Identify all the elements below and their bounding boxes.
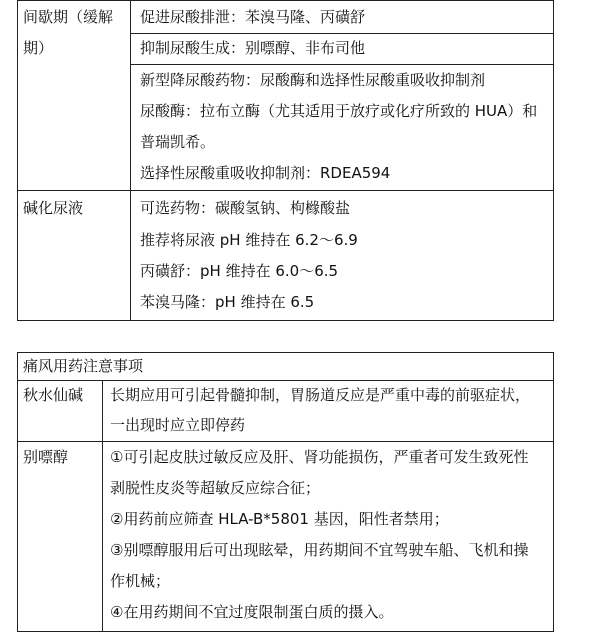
- table-border: [17, 320, 554, 321]
- cell-text: 一出现时应立即停药: [110, 416, 246, 434]
- cell-text: 推荐将尿液 pH 维持在 6.2～6.9: [140, 231, 358, 249]
- table-border: [553, 352, 554, 632]
- row-divider: [17, 380, 554, 381]
- cell-text: 新型降尿酸药物：尿酸酶和选择性尿酸重吸收抑制剂: [140, 71, 486, 89]
- row-divider: [17, 441, 554, 442]
- row-label: 碱化尿液: [23, 199, 84, 217]
- cell-text: 作机械；: [110, 572, 171, 590]
- table-precautions: [17, 352, 554, 632]
- row-divider: [130, 64, 554, 65]
- table-border: [553, 0, 554, 321]
- table-title: 痛风用药注意事项: [23, 357, 144, 375]
- row-label: 间歇期（缓解: [23, 8, 114, 26]
- cell-text: 抑制尿酸生成：别嘌醇、非布司他: [140, 39, 366, 57]
- row-label: 期）: [23, 39, 54, 57]
- row-divider: [17, 190, 554, 191]
- cell-text: ④在用药期间不宜过度限制蛋白质的摄入。: [110, 603, 394, 621]
- table-border: [17, 352, 554, 353]
- cell-text: 丙磺舒：pH 维持在 6.0～6.5: [140, 262, 339, 280]
- cell-text: 苯溴马隆：pH 维持在 6.5: [140, 293, 315, 311]
- cell-text: 剥脱性皮炎等超敏反应综合征；: [110, 479, 321, 497]
- cell-text: ②用药前应筛查 HLA-B*5801 基因，阳性者禁用；: [110, 510, 449, 528]
- cell-text: 促进尿酸排泄：苯溴马隆、丙磺舒: [140, 8, 366, 26]
- cell-text: 普瑞凯希。: [140, 133, 216, 151]
- table-border: [17, 0, 18, 321]
- cell-text: 尿酸酶：拉布立酶（尤其适用于放疗或化疗所致的 HUA）和: [140, 102, 538, 120]
- drug-name: 秋水仙碱: [23, 386, 84, 404]
- cell-text: ③别嘌醇服用后可出现眩晕，用药期间不宜驾驶车船、飞机和操: [110, 541, 529, 559]
- table-indications: [17, 0, 554, 321]
- row-divider: [130, 33, 554, 34]
- table-border: [17, 352, 18, 632]
- column-divider: [102, 380, 103, 632]
- table-border: [17, 631, 554, 632]
- table-border: [17, 0, 554, 1]
- cell-text: ①可引起皮肤过敏反应及肝、肾功能损伤，严重者可发生致死性: [110, 448, 529, 466]
- drug-name: 别嘌醇: [23, 448, 69, 466]
- cell-text: 选择性尿酸重吸收抑制剂：RDEA594: [140, 164, 391, 182]
- column-divider: [130, 0, 131, 321]
- cell-text: 长期应用可引起骨髓抑制，胃肠道反应是严重中毒的前驱症状，: [110, 386, 531, 404]
- cell-text: 可选药物：碳酸氢钠、枸橼酸盐: [140, 199, 351, 217]
